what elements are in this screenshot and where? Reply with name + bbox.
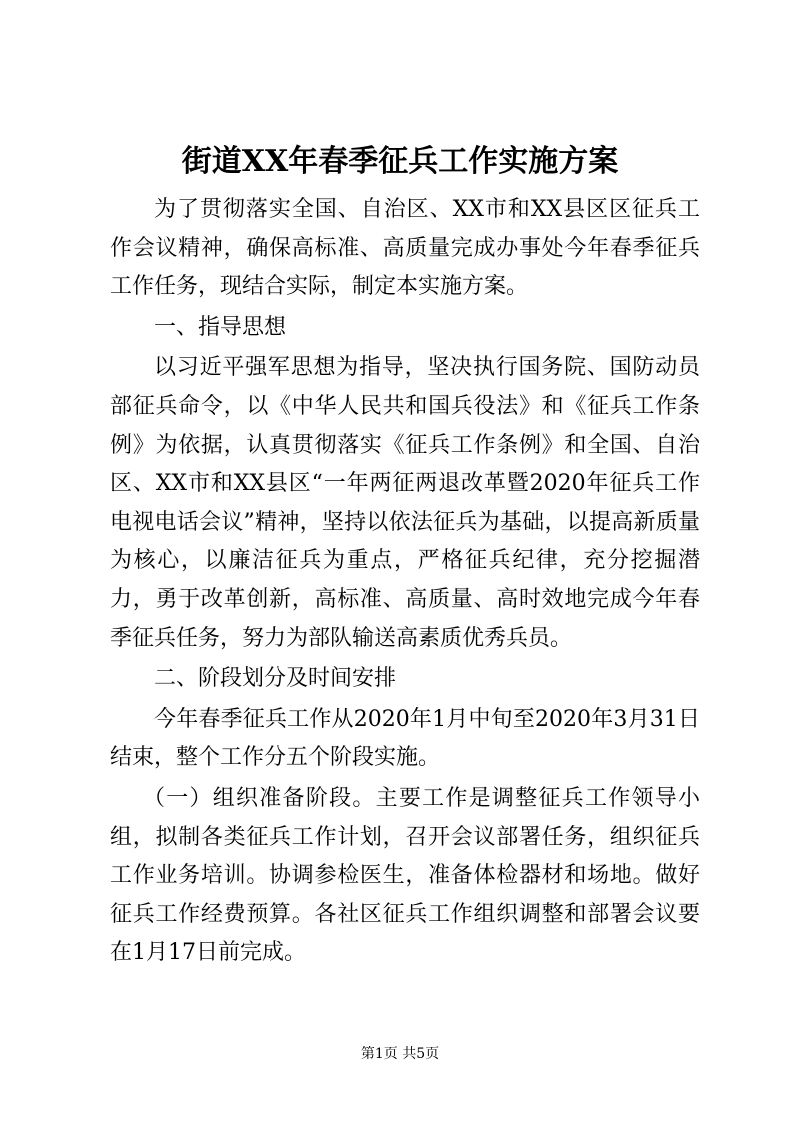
paragraph-guiding-ideology: 以习近平强军思想为指导，坚决执行国务院、国防动员部征兵命令，以《中华人民共和国兵役法》和《征兵工作条例》为依据，认真贯彻落实《征兵工作条例》和全国、自治区、XX市和XX县区“一年两征两退改革暨2020年征兵工作电视电话会议”精神，坚持以依法征兵为基础，以提高新质量为核心，以廉洁征兵为重点，严格征兵纪律，充分挖掘潜力，勇于改革创新，高标准、高质量、高时效地完成今年春季征兵任务，努力为部队输送高素质优秀兵员。 bbox=[110, 355, 700, 651]
section-heading-stages: 二、阶段划分及时间安排 bbox=[154, 666, 397, 692]
paragraph-intro: 为了贯彻落实全国、自治区、XX市和XX县区区征兵工作会议精神，确保高标准、高质量完成办事处今年春季征兵工作任务，现结合实际，制定本实施方案。 bbox=[110, 197, 700, 300]
document-body bbox=[110, 191, 700, 975]
paragraph-stage-one: （一）组织准备阶段。主要工作是调整征兵工作领导小组，拟制各类征兵工作计划，召开会议部署任务，组织征兵工作业务培训。协调参检医生，准备体检器材和场地。做好征兵工作经费预算。各社区征兵工作组织调整和部署会议要在1月17日前完成。 bbox=[110, 785, 700, 966]
document-title: 街道XX年春季征兵工作实施方案 bbox=[181, 144, 619, 179]
section-heading-guiding-ideology: 一、指导思想 bbox=[154, 314, 287, 340]
paragraph-stages: 今年春季征兵工作从2020年1月中旬至2020年3月31日结束，整个工作分五个阶段实施。 bbox=[110, 706, 700, 771]
page-number-footer: 第1页 共5页 bbox=[360, 1046, 440, 1062]
